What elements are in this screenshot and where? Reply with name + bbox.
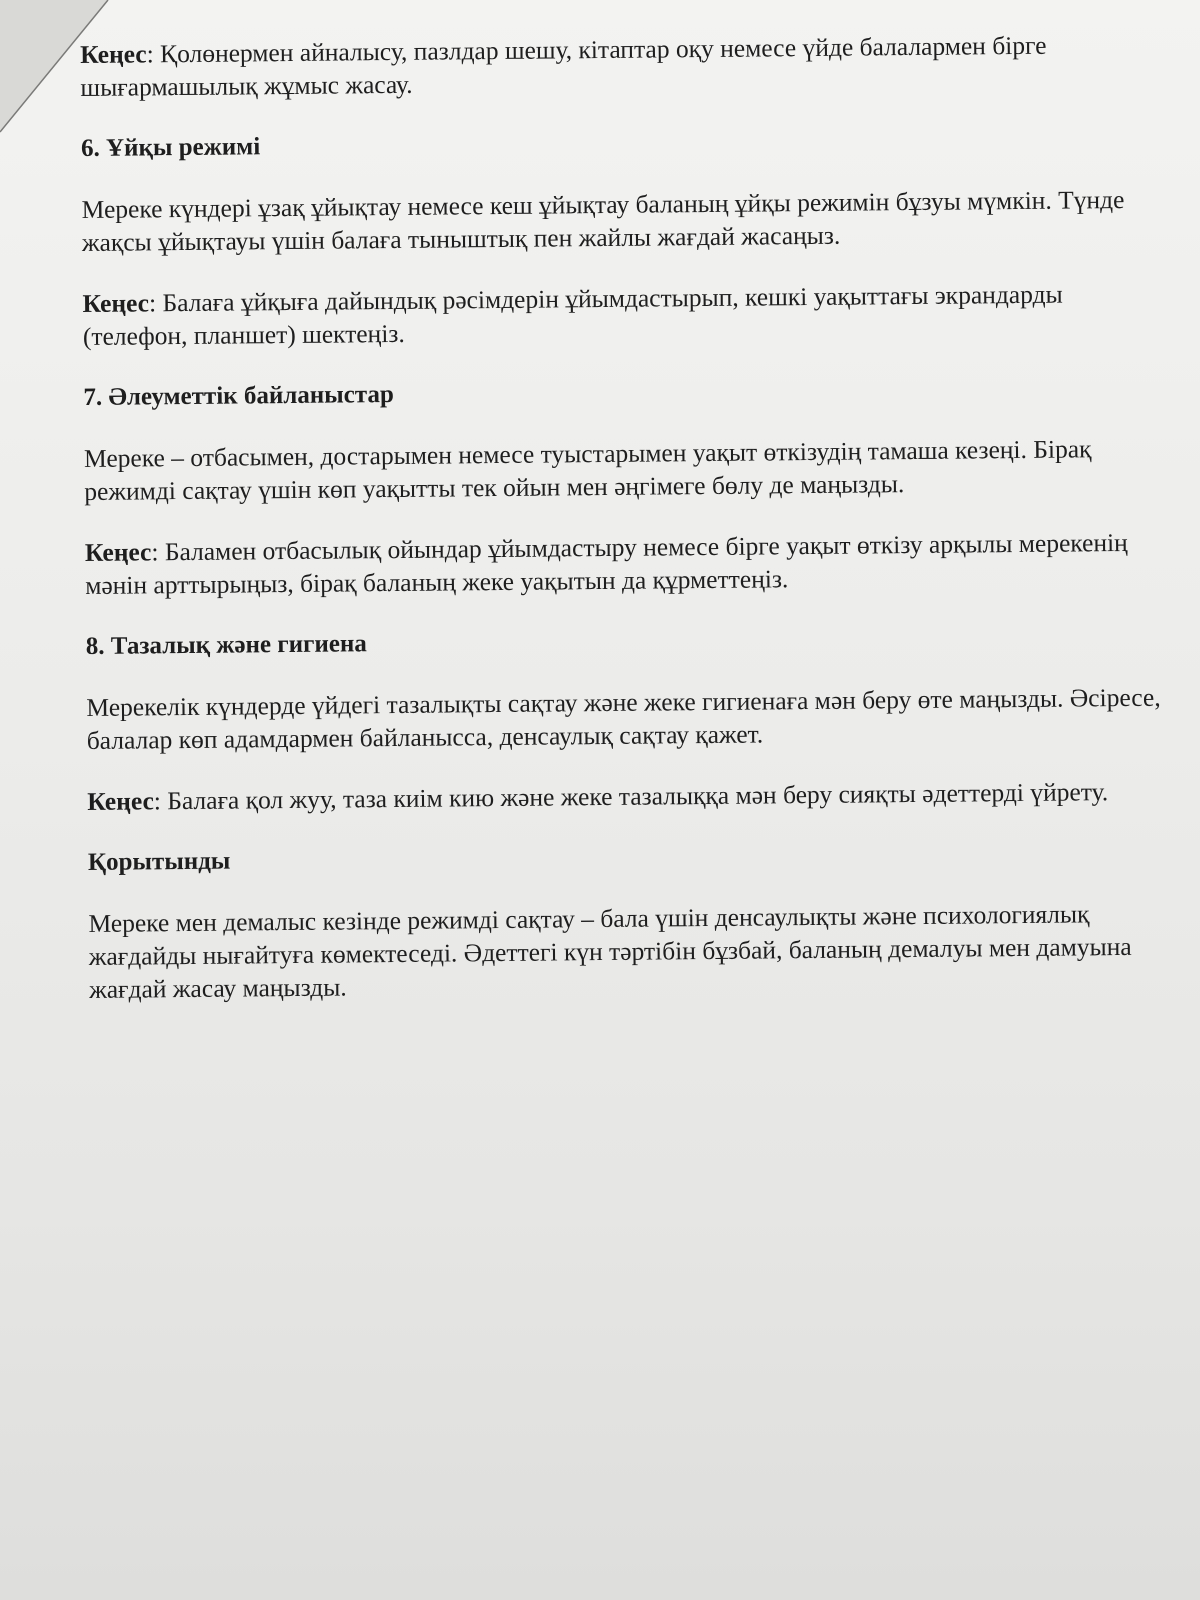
section-heading-social: 7. Әлеуметтік байланыстар bbox=[83, 381, 394, 411]
tip-label: Кеңес bbox=[84, 537, 152, 567]
tip-paragraph-8 bbox=[87, 775, 1167, 818]
tip-paragraph-6 bbox=[82, 277, 1163, 353]
tip-label: Кеңес bbox=[80, 39, 147, 69]
tip-label: Кеңес bbox=[87, 786, 154, 816]
tip-paragraph-7 bbox=[85, 526, 1166, 602]
section-body-social: Мереке – отбасымен, достарымен немесе туыстарымен уақыт өткізудің тамаша кезеңі. Бірақ режимді сақтау үшін көп уақытты тек ойын мен әңгімеге бөлу де маңызды. bbox=[83, 434, 1092, 506]
tip-paragraph-5 bbox=[80, 28, 1161, 104]
section-body-sleep: Мереке күндері ұзақ ұйықтау немесе кеш ұйықтау баланың ұйқы режимін бұзуы мүмкін. Түнде жақсы ұйықтауы үшін балаға тыныштық пен жайлы жағдай жасаңыз. bbox=[81, 184, 1125, 257]
section-body-hygiene: Мерекелік күндерде үйдегі тазалықты сақтау және жеке гигиенаға мән беру өте маңызды. Әсіресе, балалар көп адамдармен байланысса, денсаулық сақтау қажет. bbox=[86, 682, 1161, 755]
section-body-conclusion: Мереке мен демалыс кезінде режимді сақтау – бала үшін денсаулықты және психологиялық жағдайды нығайтуға көмектеседі. Әдеттегі күн тәртібін бұзбай, баланың демалуы мен дамуына жағдай жасау маңызды. bbox=[88, 899, 1132, 1004]
tip-label: Кеңес bbox=[82, 288, 150, 318]
tip-text: : Қолөнермен айналысу, пазлдар шешу, кітаптар оқу немесе үйде балалармен бірге шығармашылық жұмыс жасау. bbox=[80, 30, 1047, 102]
tip-text: : Балаға ұйқыға дайындық рәсімдерін ұйымдастырып, кешкі уақыттағы экрандарды (телефон, планшет) шектеңіз. bbox=[82, 279, 1063, 351]
section-heading-conclusion: Қорытынды bbox=[87, 847, 231, 876]
section-heading-sleep: 6. Ұйқы режимі bbox=[80, 133, 261, 162]
tip-text: : Балаға қол жуу, таза киім кию және жеке тазалыққа мән беру сияқты әдеттерді үйрету. bbox=[153, 777, 1109, 816]
section-heading-hygiene: 8. Тазалық және гигиена bbox=[85, 630, 367, 660]
tip-text: : Баламен отбасылық ойындар ұйымдастыру немесе бірге уақыт өткізу арқылы мерекенің мәнін арттырыңыз, бірақ баланың жеке уақытын да құрметтеңіз. bbox=[85, 527, 1128, 600]
document-body bbox=[80, 28, 1170, 1034]
